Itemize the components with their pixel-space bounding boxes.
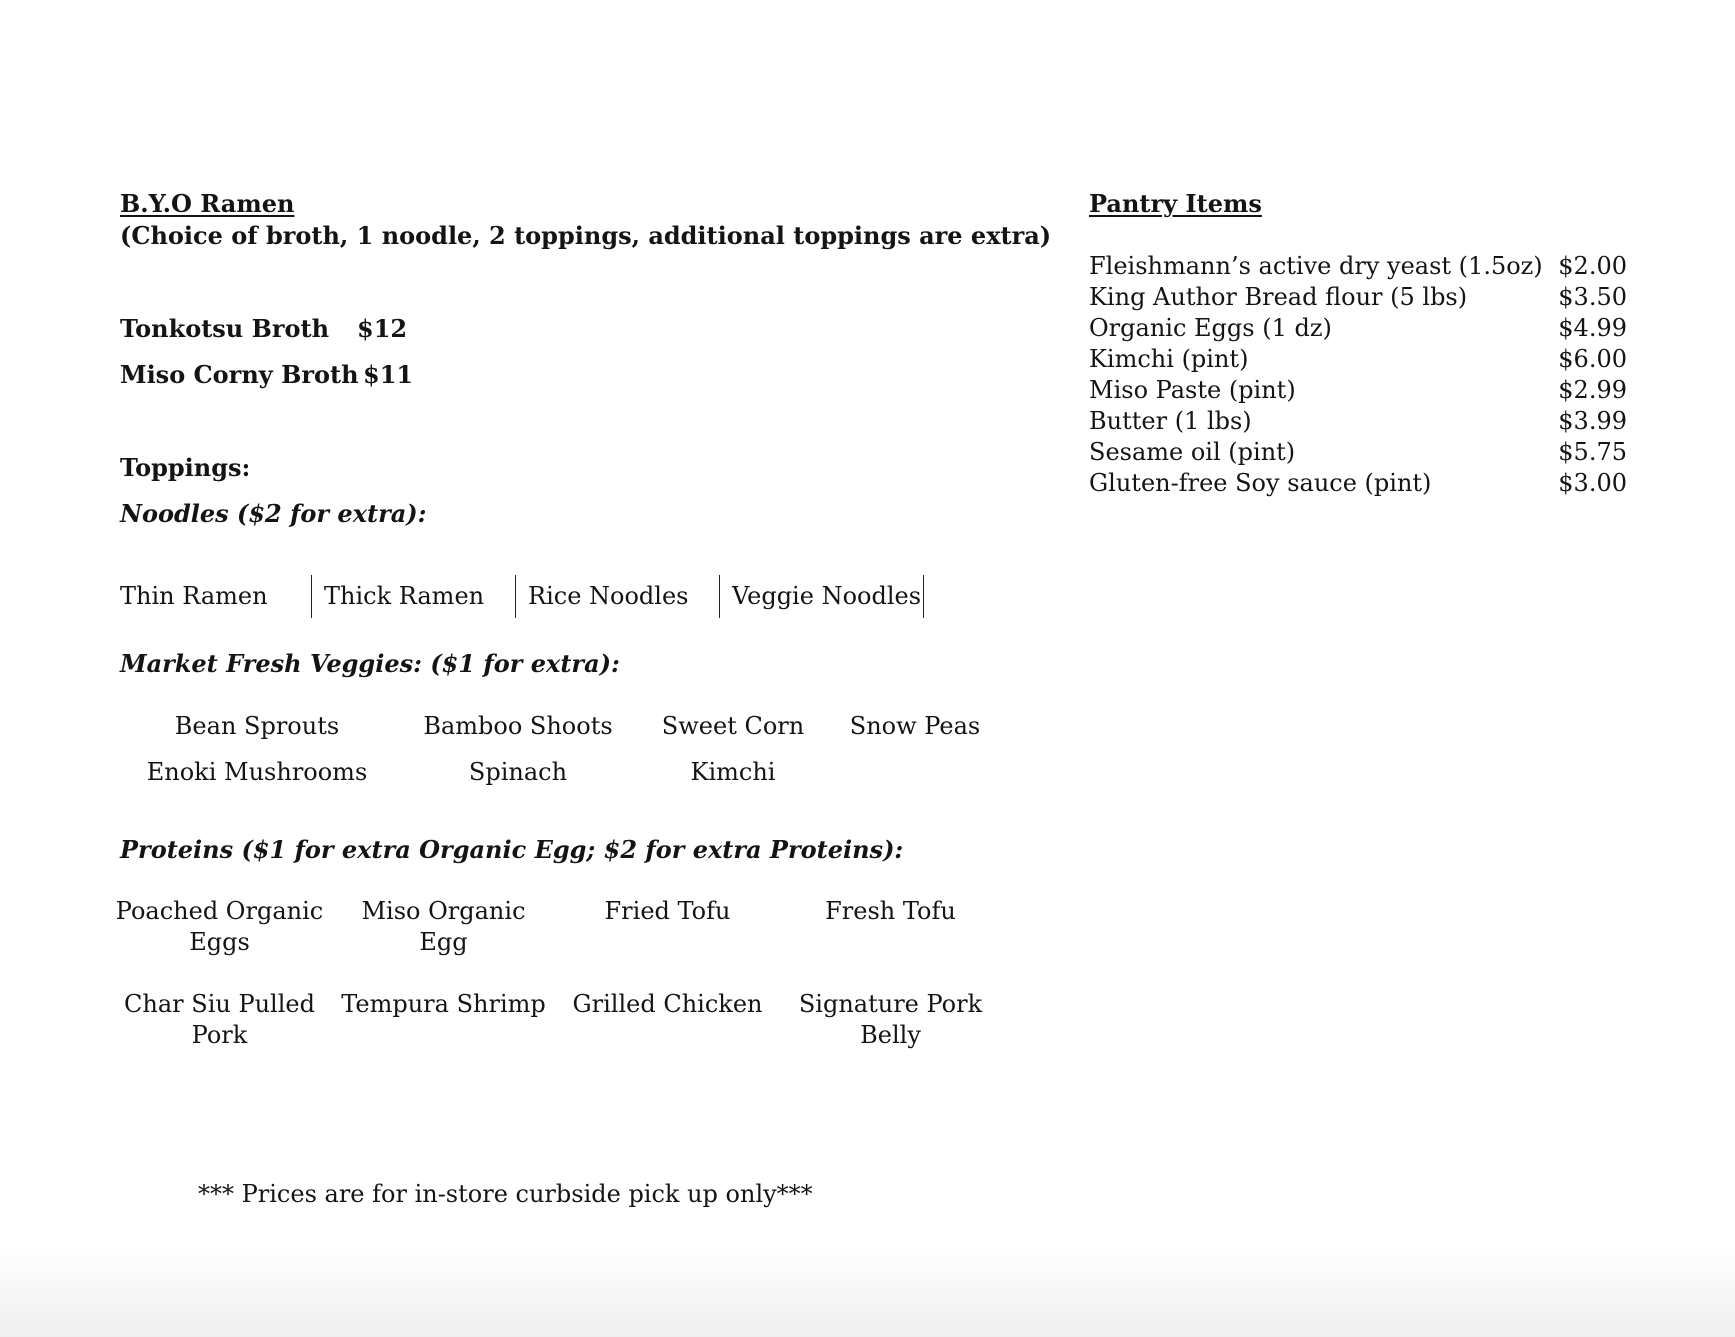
- byo-ramen-title: B.Y.O Ramen: [120, 189, 295, 218]
- pantry-item-row: [1089, 468, 1627, 499]
- pantry-item-price: $5.75: [1558, 438, 1627, 466]
- broth-price-tonkotsu: $12: [357, 314, 408, 343]
- noodle-separator: [515, 575, 516, 618]
- pantry-item-row: [1089, 437, 1627, 468]
- veggie-snow-peas: Snow Peas: [849, 712, 981, 740]
- noodle-option-thin-ramen: Thin Ramen: [120, 582, 268, 610]
- pantry-item-name: Fleishmann’s active dry yeast (1.5oz): [1089, 252, 1543, 280]
- curbside-pickup-note: *** Prices are for in-store curbside pick up only***: [198, 1180, 813, 1208]
- page-bottom-shadow: [0, 1247, 1735, 1337]
- broth-price-miso-corny: $11: [363, 360, 414, 389]
- protein-poached-organic-eggs: Poached Organic Eggs: [115, 897, 324, 956]
- veggie-bean-sprouts: Bean Sprouts: [174, 712, 340, 740]
- pantry-item-row: [1089, 282, 1627, 313]
- pantry-item-name: Kimchi (pint): [1089, 345, 1249, 373]
- byo-ramen-subtitle: (Choice of broth, 1 noodle, 2 toppings, additional toppings are extra): [120, 221, 1052, 250]
- protein-miso-organic-egg: Miso Organic Egg: [361, 897, 526, 956]
- noodle-separator: [311, 575, 312, 618]
- pantry-item-name: Miso Paste (pint): [1089, 376, 1296, 404]
- pantry-item-row: [1089, 344, 1627, 375]
- broth-name-tonkotsu: Tonkotsu Broth: [120, 314, 330, 343]
- veggie-spinach: Spinach: [468, 758, 568, 786]
- veggie-kimchi: Kimchi: [690, 758, 776, 786]
- pantry-item-price: $3.50: [1558, 283, 1627, 311]
- protein-signature-pork-belly: Signature Pork Belly: [798, 990, 983, 1049]
- pantry-item-row: [1089, 375, 1627, 406]
- pantry-item-price: $2.99: [1558, 376, 1627, 404]
- pantry-item-row: [1089, 406, 1627, 437]
- pantry-item-price: $2.00: [1558, 252, 1627, 280]
- pantry-item-price: $6.00: [1558, 345, 1627, 373]
- protein-fried-tofu: Fried Tofu: [604, 897, 731, 925]
- noodles-heading: Noodles ($2 for extra):: [120, 499, 427, 528]
- pantry-item-price: $3.99: [1558, 407, 1627, 435]
- veggie-sweet-corn: Sweet Corn: [661, 712, 805, 740]
- veggies-heading: Market Fresh Veggies: ($1 for extra):: [120, 649, 620, 678]
- pantry-item-name: King Author Bread flour (5 lbs): [1089, 283, 1468, 311]
- veggie-bamboo-shoots: Bamboo Shoots: [423, 712, 613, 740]
- broth-name-miso-corny: Miso Corny Broth: [120, 360, 359, 389]
- pantry-item-name: Butter (1 lbs): [1089, 407, 1252, 435]
- pantry-item-name: Gluten-free Soy sauce (pint): [1089, 469, 1432, 497]
- noodle-option-thick-ramen: Thick Ramen: [324, 582, 485, 610]
- noodle-option-veggie-noodles: Veggie Noodles: [732, 582, 922, 610]
- pantry-item-price: $4.99: [1558, 314, 1627, 342]
- proteins-heading: Proteins ($1 for extra Organic Egg; $2 for extra Proteins):: [120, 835, 904, 864]
- protein-grilled-chicken: Grilled Chicken: [572, 990, 763, 1018]
- toppings-heading: Toppings:: [120, 453, 251, 482]
- protein-char-siu-pulled-pork: Char Siu Pulled Pork: [124, 990, 315, 1049]
- protein-fresh-tofu: Fresh Tofu: [825, 897, 956, 925]
- pantry-items-title: Pantry Items: [1089, 189, 1262, 218]
- noodle-separator: [923, 575, 924, 618]
- pantry-item-row: [1089, 251, 1627, 282]
- veggie-enoki-mushrooms: Enoki Mushrooms: [146, 758, 368, 786]
- pantry-item-price: $3.00: [1558, 469, 1627, 497]
- protein-tempura-shrimp: Tempura Shrimp: [341, 990, 546, 1018]
- noodle-separator: [719, 575, 720, 618]
- noodle-option-rice-noodles: Rice Noodles: [528, 582, 689, 610]
- pantry-item-row: [1089, 313, 1627, 344]
- pantry-item-name: Sesame oil (pint): [1089, 438, 1296, 466]
- pantry-item-name: Organic Eggs (1 dz): [1089, 314, 1332, 342]
